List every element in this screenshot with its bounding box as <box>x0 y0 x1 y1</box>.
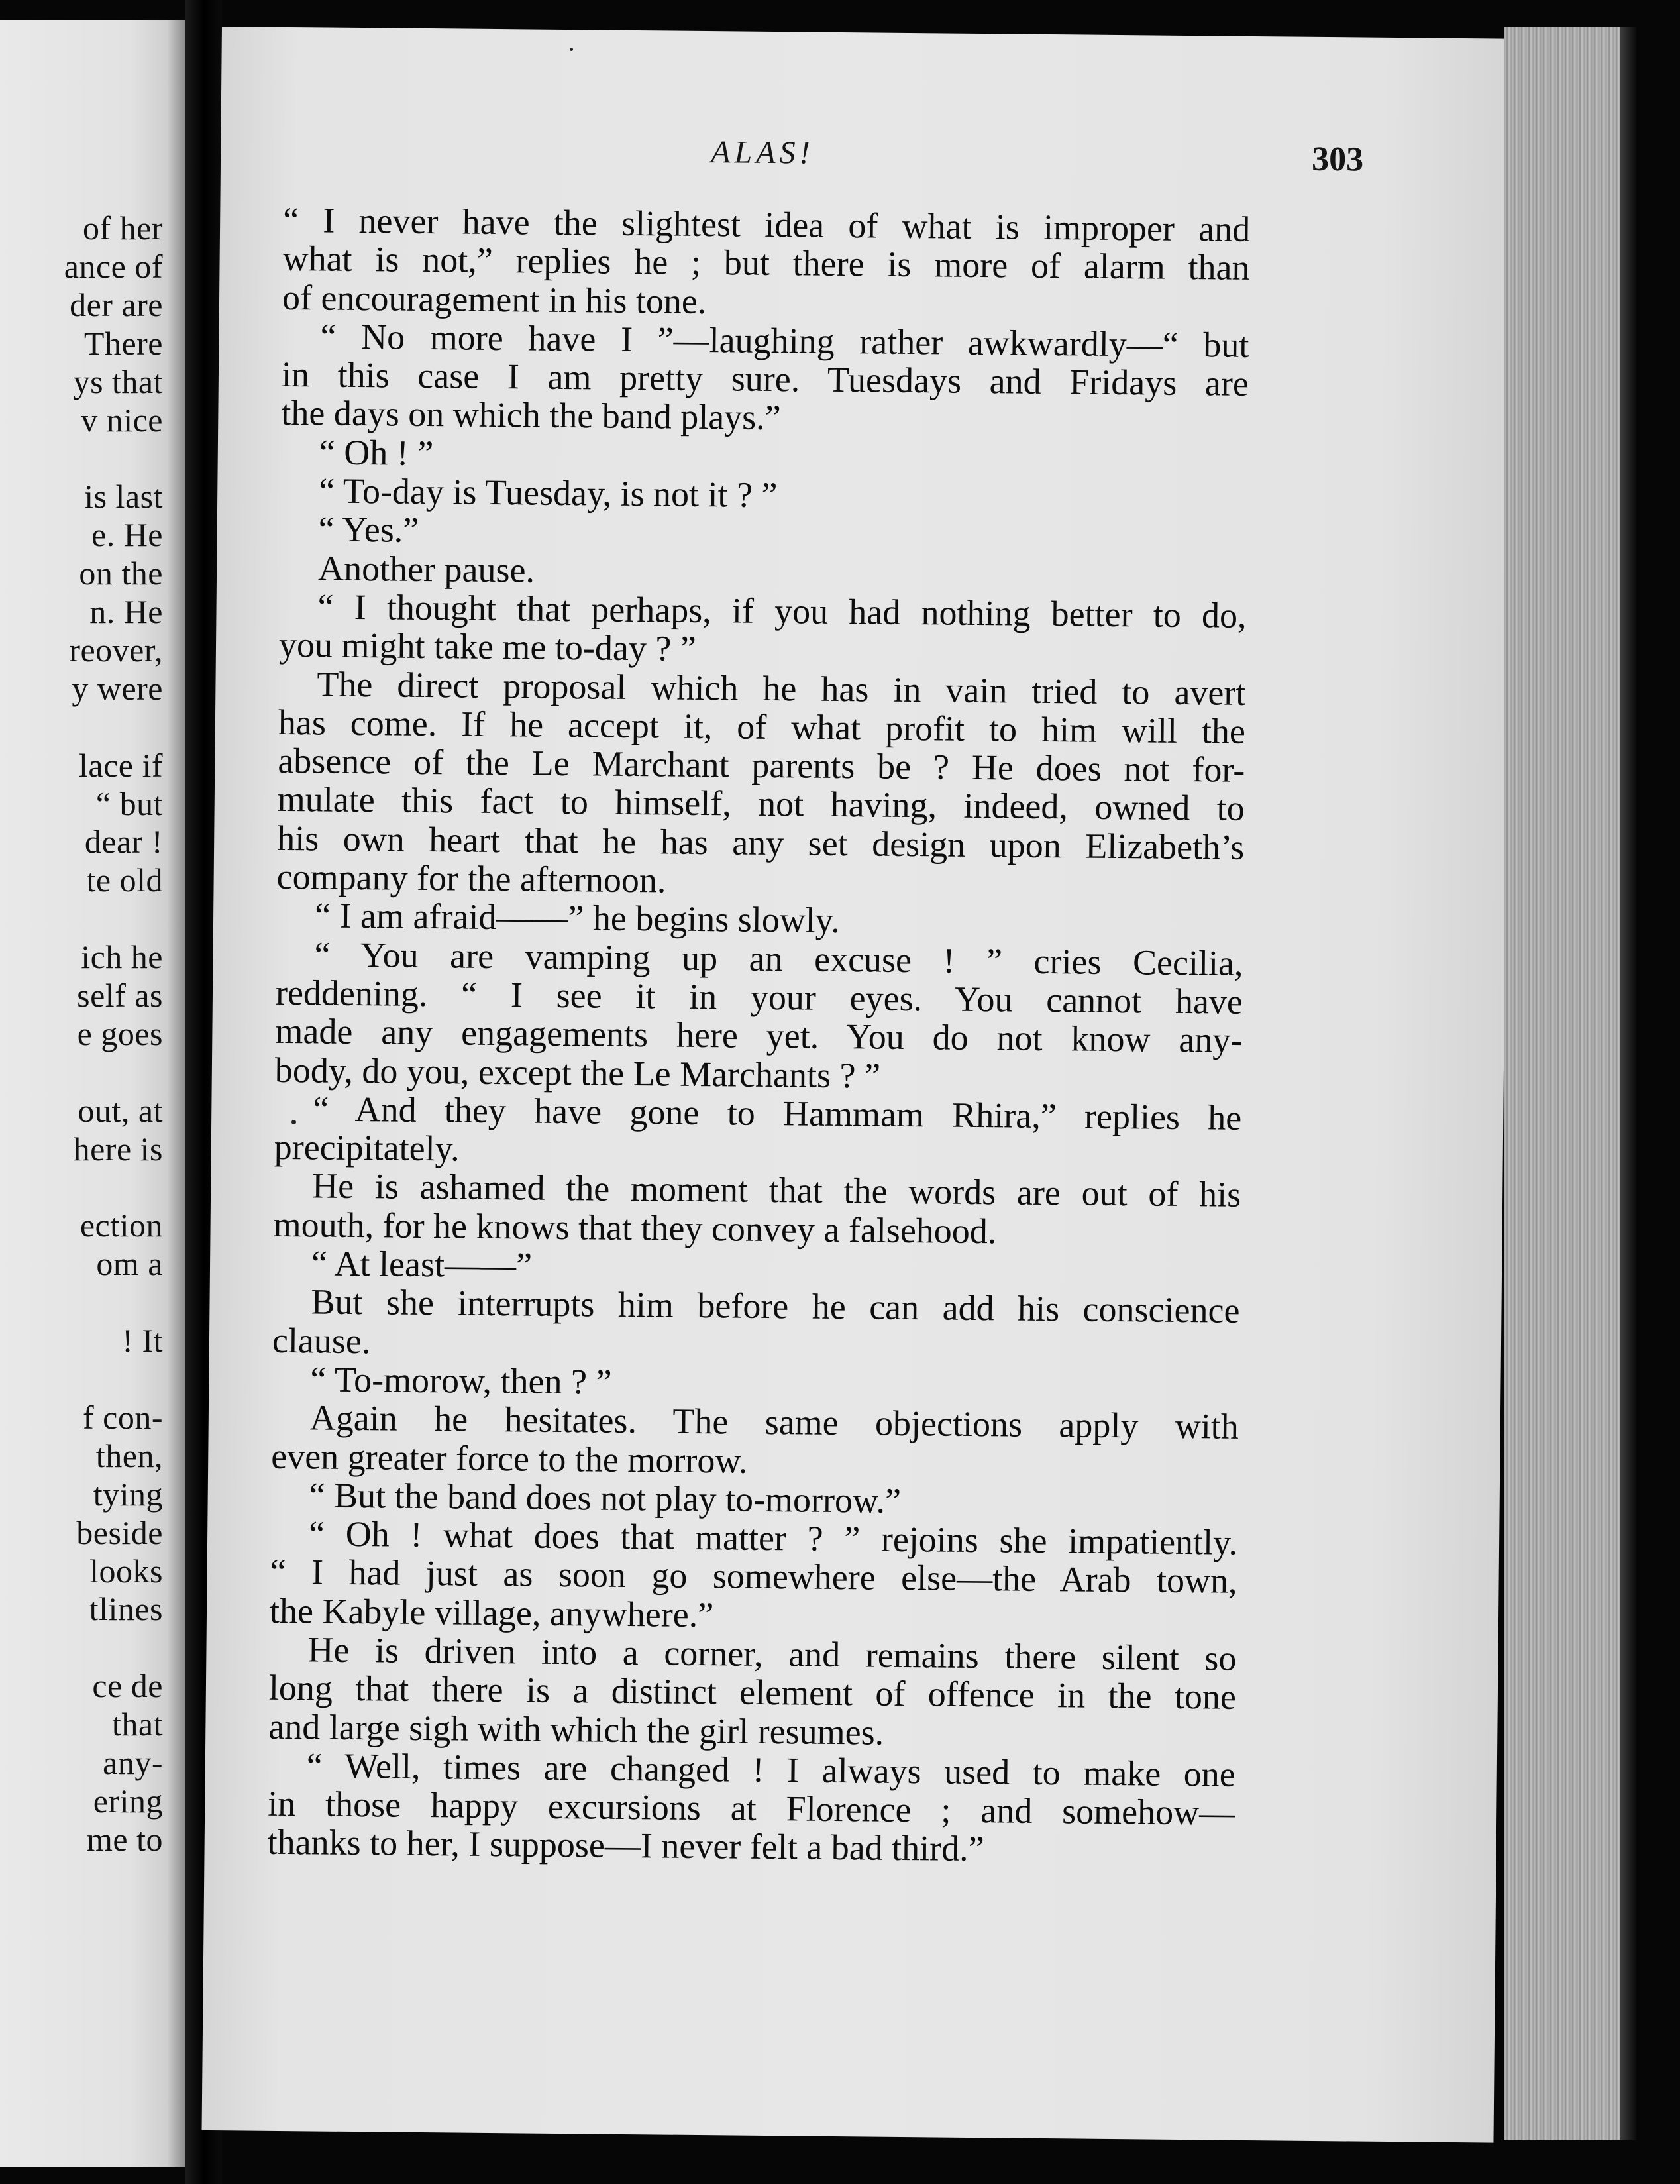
left-page-line: ering <box>93 1782 163 1820</box>
text-line: of encouragement in his tone. <box>282 277 707 321</box>
text-line: his own heart that he has any set design upon Elizabeth’s <box>276 818 1245 867</box>
text-line: in this case I am pretty sure. Tuesdays and Fridays are <box>281 355 1249 404</box>
text-line: “ I had just as soon go somewhere else—the Arab town, <box>270 1552 1237 1602</box>
text-line: the Kabyle village, anywhere.” <box>269 1590 714 1635</box>
page-edges <box>1504 27 1636 2140</box>
left-page-line: me to <box>87 1820 163 1858</box>
text-line: mulate this fact to himself, not having, indeed, owned to <box>277 779 1245 829</box>
text-line: mouth, for he knows that they convey a falsehood. <box>273 1204 997 1252</box>
running-title: ALAS! <box>710 135 814 171</box>
text-line: and large sigh with which the girl resumes. <box>268 1706 884 1753</box>
left-page-line: ection <box>79 1207 163 1244</box>
text-line: “ Yes.” <box>318 509 419 551</box>
left-page-line: on the <box>79 555 163 592</box>
left-page-line: reover, <box>69 631 163 669</box>
text-line: has come. If he accept it, of what profit to him will the <box>278 702 1246 751</box>
text-line: the days on which the band plays.” <box>281 393 781 438</box>
text-line: “ To-day is Tuesday, is not it ? ” <box>318 470 778 516</box>
left-page-line: “ but <box>95 785 163 822</box>
left-page-line: tlines <box>89 1590 163 1628</box>
left-page-line: te old <box>86 861 163 899</box>
left-page-line: is last <box>84 478 163 516</box>
left-page-line: ance of <box>64 247 163 285</box>
text-line: “ No more have I ”—laughing rather awkwardly—“ but <box>320 316 1249 365</box>
left-page-line: e goes <box>77 1014 163 1052</box>
text-line: reddening. “ I see it in your eyes. You cannot have <box>275 972 1243 1022</box>
left-page-line: n. He <box>89 593 163 630</box>
left-page-line: looks <box>89 1552 163 1590</box>
left-page-line: v nice <box>81 401 163 439</box>
text-line: Another pause. <box>317 548 535 590</box>
text-line: made any engagements here yet. You do not know any- <box>275 1011 1243 1061</box>
text-line: what is not,” replies he ; but there is more of alarm than <box>282 239 1250 288</box>
left-page-line: ich he <box>81 938 163 976</box>
left-page-line: lace if <box>78 746 163 784</box>
text-line: “ Oh ! ” <box>319 432 434 473</box>
text-line: “ At least——” <box>311 1243 533 1285</box>
page-number: 303 <box>1311 140 1364 179</box>
scan-speck <box>570 48 573 51</box>
text-line: “ But the band does not play to-morrow.” <box>309 1475 902 1521</box>
text-line: body, do you, except the Le Marchants ? ” <box>274 1050 881 1096</box>
left-page-line: tying <box>93 1475 163 1513</box>
left-page-line: der are <box>70 286 163 323</box>
text-line: “ And they have gone to Hammam Rhira,” replies he <box>313 1089 1242 1138</box>
text-line: “ Well, times are changed ! I always used to make one <box>306 1745 1236 1794</box>
left-page-line: om a <box>96 1245 163 1283</box>
left-page-line: ! It <box>122 1322 163 1360</box>
scan-speck <box>291 1120 296 1124</box>
left-page-line: f con- <box>83 1398 163 1436</box>
text-line: absence of the Le Marchant parents be ? He does not for- <box>278 741 1245 791</box>
text-line: precipitately. <box>274 1126 460 1169</box>
left-facing-page <box>0 20 185 2167</box>
running-head <box>221 129 1513 195</box>
text-line: He is ashamed the moment that the words are out of his <box>311 1166 1241 1215</box>
text-line: company for the afternoon. <box>276 856 666 901</box>
text-line: “ I thought that perhaps, if you had nothing better to do, <box>317 586 1247 635</box>
text-line: in those happy excursions at Florence ; and somehow— <box>267 1783 1235 1833</box>
left-page-line: y were <box>72 669 163 707</box>
left-page-line: There <box>83 324 163 362</box>
left-page-line: out, at <box>78 1091 163 1129</box>
text-line: But she interrupts him before he can add his conscience <box>311 1282 1240 1331</box>
left-page-line: any- <box>103 1744 163 1781</box>
body-text <box>267 201 1250 1871</box>
text-line: clause. <box>272 1320 371 1361</box>
text-line: “ You are vamping up an excuse ! ” cries Cecilia, <box>314 934 1243 983</box>
text-line: you might take me to-day ? ” <box>278 625 697 669</box>
text-line: Again he hesitates. The same objections apply with <box>309 1397 1239 1447</box>
left-page-line: e. He <box>91 516 163 554</box>
left-page-line: of her <box>83 209 163 246</box>
text-line: “ I am afraid——” he begins slowly. <box>314 895 841 941</box>
left-page-line: ce de <box>92 1667 163 1705</box>
text-line: He is driven into a corner, and remains there silent so <box>307 1629 1237 1678</box>
left-page-line: then, <box>95 1437 163 1474</box>
text-line: “ I never have the slightest idea of what is improper and <box>282 199 1251 249</box>
right-page <box>202 27 1514 2143</box>
text-line: The direct proposal which he has in vain tried to avert <box>317 663 1246 713</box>
left-page-line: dear ! <box>84 823 163 861</box>
text-line: “ Oh ! what does that matter ? ” rejoins she impatiently. <box>308 1513 1238 1562</box>
left-page-line: beside <box>76 1513 163 1551</box>
text-line: long that there is a distinct element of offence in the tone <box>268 1668 1237 1718</box>
text-line: thanks to her, I suppose—I never felt a bad third.” <box>267 1822 984 1869</box>
text-line: even greater force to the morrow. <box>271 1436 748 1481</box>
left-page-line: here is <box>73 1130 163 1168</box>
left-page-line: ys that <box>73 362 163 400</box>
text-line: “ To-morow, then ? ” <box>310 1359 612 1402</box>
left-page-line: that <box>112 1706 163 1743</box>
left-page-line: self as <box>77 977 163 1014</box>
